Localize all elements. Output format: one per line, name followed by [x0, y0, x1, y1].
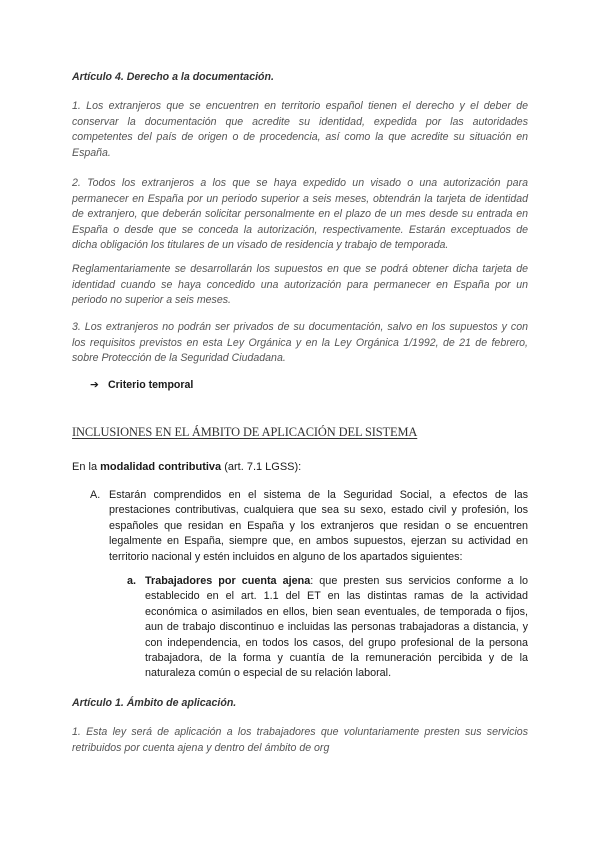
- arrow-right-icon: ➔: [90, 379, 99, 391]
- list-item-a-lower: [127, 574, 528, 682]
- modalidad-intro: [72, 461, 301, 473]
- art4-heading: Artículo 4. Derecho a la documentación.: [72, 71, 274, 83]
- intro-post: (art. 7.1 LGSS):: [221, 461, 302, 473]
- inclusiones-section-title: INCLUSIONES EN EL ÁMBITO DE APLICACIÓN DEL SISTEMA: [72, 425, 418, 439]
- criterio-temporal-line: [90, 379, 193, 391]
- art1-heading: Artículo 1. Ámbito de aplicación.: [72, 697, 237, 709]
- intro-bold: modalidad contributiva: [100, 461, 222, 473]
- list-marker: a.: [127, 575, 137, 587]
- list-item-a-upper: [90, 488, 528, 565]
- list-item-bold: Trabajadores por cuenta ajena: [145, 575, 311, 587]
- intro-pre: En la: [72, 461, 101, 473]
- art4-paragraph-1: 1. Los extranjeros que se encuentren en territorio español tienen el derecho y el deber de conservar la documentación que acredite su identidad, expedida por las autoridades competentes del país de origen o de procedencia, así como la que acredite su situación en España.: [72, 100, 528, 159]
- art4-paragraph-3: 3. Los extranjeros no podrán ser privados de su documentación, salvo en los supuestos y con los requisitos previstos en esta Ley Orgánica y en la Ley Orgánica 1/1992, de 21 de febrero, sobre Protección de la Seguridad Ciudadana.: [72, 321, 528, 364]
- list-marker: A.: [90, 489, 101, 501]
- list-item-text: [145, 574, 528, 682]
- list-item-text: Estarán comprendidos en el sistema de la Seguridad Social, a efectos de las prestaciones contributivas, cualquiera que sea su sexo, estado civil y profesión, los españoles que residan en España y los extranjeros que residan o se encuentren legalmente en España, siempre que, en ambos supuestos, ejerzan su actividad en territorio nacional y estén incluidos en alguno de los apartados siguientes:: [109, 489, 528, 563]
- art4-paragraph-2: 2. Todos los extranjeros a los que se haya expedido un visado o una autorización para permanecer en España por un periodo superior a seis meses, obtendrán la tarjeta de identidad de extranjero, que deberán solicitar personalmente en el plazo de un mes desde su entrada en España o desde que se conceda la autorización, respectivamente. Estarán exceptuados de dicha obligación los titulares de un visado de residencia y trabajo de temporada.: [72, 177, 528, 251]
- art1-paragraph-1: 1. Esta ley será de aplicación a los trabajadores que voluntariamente presten sus servicios retribuidos por cuenta ajena y dentro del ámbito de org: [72, 726, 528, 754]
- art4-paragraph-2b: Reglamentariamente se desarrollarán los supuestos en que se podrá obtener dicha tarjeta de identidad cuando se haya concedido una autorización para permanecer en España por un periodo no superior a seis meses.: [72, 263, 528, 306]
- criterio-temporal-label: Criterio temporal: [108, 379, 194, 391]
- list-item-rest: : que presten sus servicios conforme a lo establecido en el art. 1.1 del ET en las distintas ramas de la actividad económica o asimilados en ellos, bien sean eventuales, de temporada o fijos, aun de trabajo discontinuo e incluidas las personas trabajadoras a distancia, y con independencia, en todos los casos, del grupo profesional de la persona trabajadora, de la forma y cuantía de la remuneración percibida y de la naturaleza común o especial de su relación laboral.: [145, 575, 528, 680]
